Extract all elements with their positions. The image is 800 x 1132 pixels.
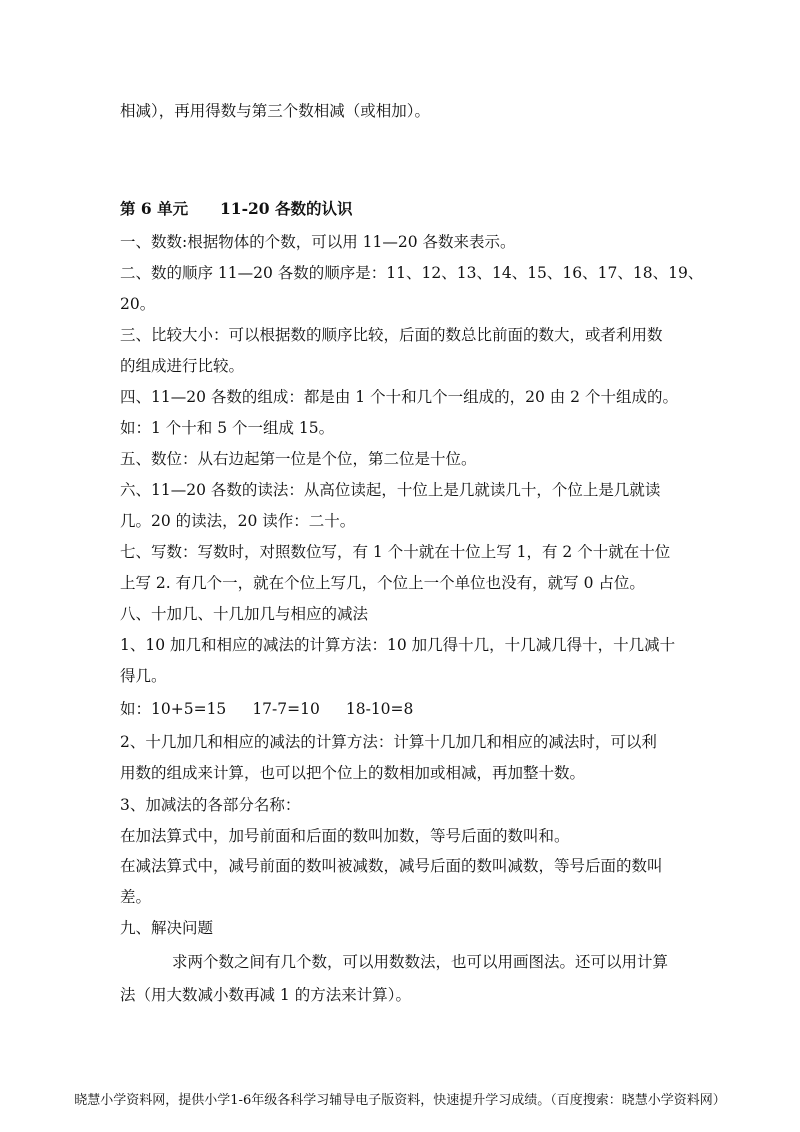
text-line: 20。 xyxy=(120,295,156,313)
text-line: 上写 2. 有几个一，就在个位上写几，个位上一个单位也没有，就写 0 占位。 xyxy=(120,574,645,592)
section-heading: 九、解决问题 xyxy=(120,919,214,937)
text-line: 2、十几加几和相应的减法的计算方法：计算十几加几和相应的减法时，可以利 xyxy=(120,733,657,751)
unit-number: 第 6 单元 xyxy=(120,199,189,218)
example-item: 18-10=8 xyxy=(345,700,414,718)
text-line: 用数的组成来计算，也可以把个位上的数相加或相减，再加整十数。 xyxy=(120,764,586,782)
page-footer: 晓慧小学资料网，提供小学1-6年级各科学习辅导电子版资料，快速提升学习成绩。（百度搜索：晓慧小学资料网） xyxy=(74,1093,726,1108)
text-line: 八、十加几、十几加几与相应的减法 xyxy=(120,605,369,623)
text-line: 三、比较大小：可以根据数的顺序比较，后面的数总比前面的数大，或者利用数 xyxy=(120,326,663,344)
example-line xyxy=(120,698,439,720)
text-line: 1、10 加几和相应的减法的计算方法：10 加几得十几，十几减几得十，十几减十 xyxy=(120,636,676,654)
text-line: 一、数数:根据物体的个数，可以用 11—20 各数来表示。 xyxy=(120,233,516,251)
text-line: 差。 xyxy=(120,888,152,906)
text-line: 几。20 的读法，20 读作：二十。 xyxy=(120,512,356,530)
text-line: 五、数位：从右边起第一位是个位，第二位是十位。 xyxy=(120,450,477,468)
unit-heading xyxy=(120,198,352,220)
text-line: 在加法算式中，加号前面和后面的数叫加数，等号后面的数叫和。 xyxy=(120,827,570,845)
text-line: 得几。 xyxy=(120,667,167,685)
text-line: 求两个数之间有几个数，可以用数数法，也可以用画图法。还可以用计算 xyxy=(172,953,669,971)
text-line: 七、写数：写数时，对照数位写，有 1 个十就在十位上写 1，有 2 个十就在十位 xyxy=(120,543,671,561)
unit-title: 11-20 各数的认识 xyxy=(220,199,353,218)
text-line: 在减法算式中，减号前面的数叫被减数，减号后面的数叫减数，等号后面的数叫 xyxy=(120,857,663,875)
example-item: 10+5=15 xyxy=(151,700,227,718)
text-line: 的组成进行比较。 xyxy=(120,357,245,375)
example-item: 17-7=10 xyxy=(252,700,320,718)
text-line: 四、11—20 各数的组成：都是由 1 个十和几个一组成的，20 由 2 个十组成的。 xyxy=(120,388,678,406)
text-line: 如：1 个十和 5 个一组成 15。 xyxy=(120,419,335,437)
intro-line: 相减），再用得数与第三个数相减（或相加）。 xyxy=(120,102,431,120)
text-line: 六、11—20 各数的读法：从高位读起，十位上是几就读几十，个位上是几就读 xyxy=(120,481,661,499)
example-prefix: 如： xyxy=(120,700,152,718)
text-line: 二、数的顺序 11—20 各数的顺序是：11、12、13、14、15、16、17、18、19、 xyxy=(120,264,704,282)
text-line: 3、加减法的各部分名称： xyxy=(120,796,301,814)
text-line: 法（用大数减小数再减 1 的方法来计算）。 xyxy=(120,986,411,1004)
